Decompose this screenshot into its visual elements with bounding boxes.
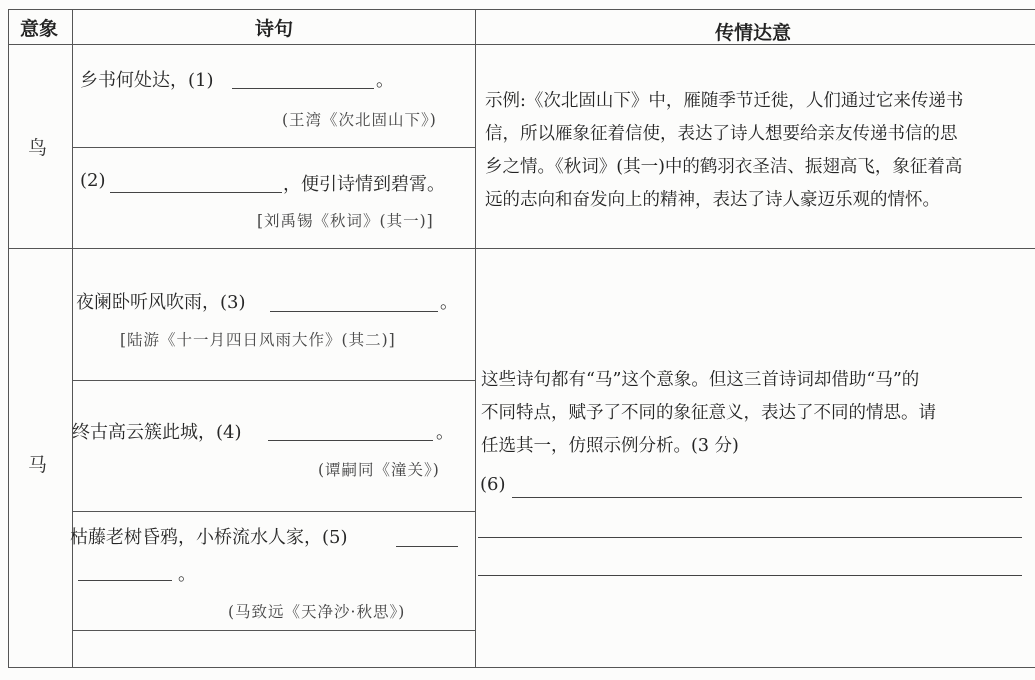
poem-prefix-2: (2) [80, 170, 106, 191]
row-label-horse: 马 [28, 454, 48, 476]
answer-line-6b[interactable] [478, 537, 1022, 538]
answer-blank-5b[interactable] [78, 580, 172, 581]
bird-poem-divider [72, 147, 475, 148]
poem-line-3: 夜阑卧听风吹雨，(3) [76, 292, 246, 313]
bird-analysis-line-2: 信，所以雁象征着信使，表达了诗人想要给亲友传递书信的思 [485, 124, 958, 144]
poem-source-2: [刘禹锡《秋词》(其一)] [257, 212, 434, 230]
answer-blank-3[interactable] [270, 311, 438, 312]
poem-line-5-end: 。 [178, 564, 196, 585]
bird-analysis-line-4: 远的志向和奋发向上的精神，表达了诗人豪迈乐观的情怀。 [485, 190, 940, 210]
column-divider-1 [72, 9, 73, 668]
answer-line-6a[interactable] [512, 497, 1022, 498]
table-left-border [8, 9, 9, 668]
poem-line-1: 乡书何处达，(1) [80, 70, 214, 91]
column-divider-2 [475, 9, 476, 668]
poem-line-2: ，便引诗情到碧霄。 [283, 174, 445, 195]
header-imagery: 意象 [20, 18, 59, 40]
horse-poem-divider-2 [72, 511, 475, 512]
table-top-border [8, 9, 1035, 10]
table-bottom-border [8, 667, 1035, 668]
answer-blank-1[interactable] [232, 88, 374, 89]
poem-line-4: 终古高云簇此城，(4) [72, 422, 242, 443]
poem-source-5: (马致远《天净沙·秋思》) [228, 603, 406, 621]
horse-poem-divider-1 [72, 380, 475, 381]
poem-source-1: (王湾《次北固山下》) [282, 111, 437, 129]
row-bird-bottom-border [8, 248, 1035, 249]
horse-question-line-1: 这些诗句都有“马”这个意象。但这三首诗词却借助“马”的 [481, 370, 920, 390]
answer-blank-5a[interactable] [396, 546, 458, 547]
header-meaning: 传情达意 [715, 22, 792, 44]
poem-line-5: 枯藤老树昏鸦，小桥流水人家，(5) [70, 527, 348, 548]
poem-line-4-end: 。 [436, 422, 454, 443]
poem-line-1-end: 。 [376, 70, 394, 91]
answer-blank-2[interactable] [110, 192, 282, 193]
horse-question [481, 364, 1031, 463]
bird-analysis-line-3: 乡之情。《秋词》(其一)中的鹤羽衣圣洁、振翅高飞，象征着高 [485, 157, 963, 177]
horse-question-line-3: 任选其一，仿照示例分析。(3 分) [481, 436, 739, 456]
poem-source-4: (谭嗣同《潼关》) [318, 461, 440, 479]
bird-analysis-line-1: 示例:《次北固山下》中，雁随季节迁徙，人们通过它来传递书 [485, 91, 964, 111]
answer-blank-4[interactable] [268, 440, 433, 441]
horse-poem-divider-3 [72, 630, 475, 631]
bird-analysis [485, 85, 1030, 217]
answer-label-6: (6) [480, 474, 506, 495]
answer-line-6c[interactable] [478, 575, 1022, 576]
header-poem-lines: 诗句 [255, 18, 294, 40]
horse-question-line-2: 不同特点，赋予了不同的象征意义，表达了不同的情思。请 [481, 403, 936, 423]
row-label-bird: 鸟 [28, 137, 48, 159]
poem-line-3-end: 。 [440, 292, 458, 313]
header-bottom-border [8, 44, 1035, 45]
poem-source-3: [陆游《十一月四日风雨大作》(其二)] [120, 331, 396, 349]
